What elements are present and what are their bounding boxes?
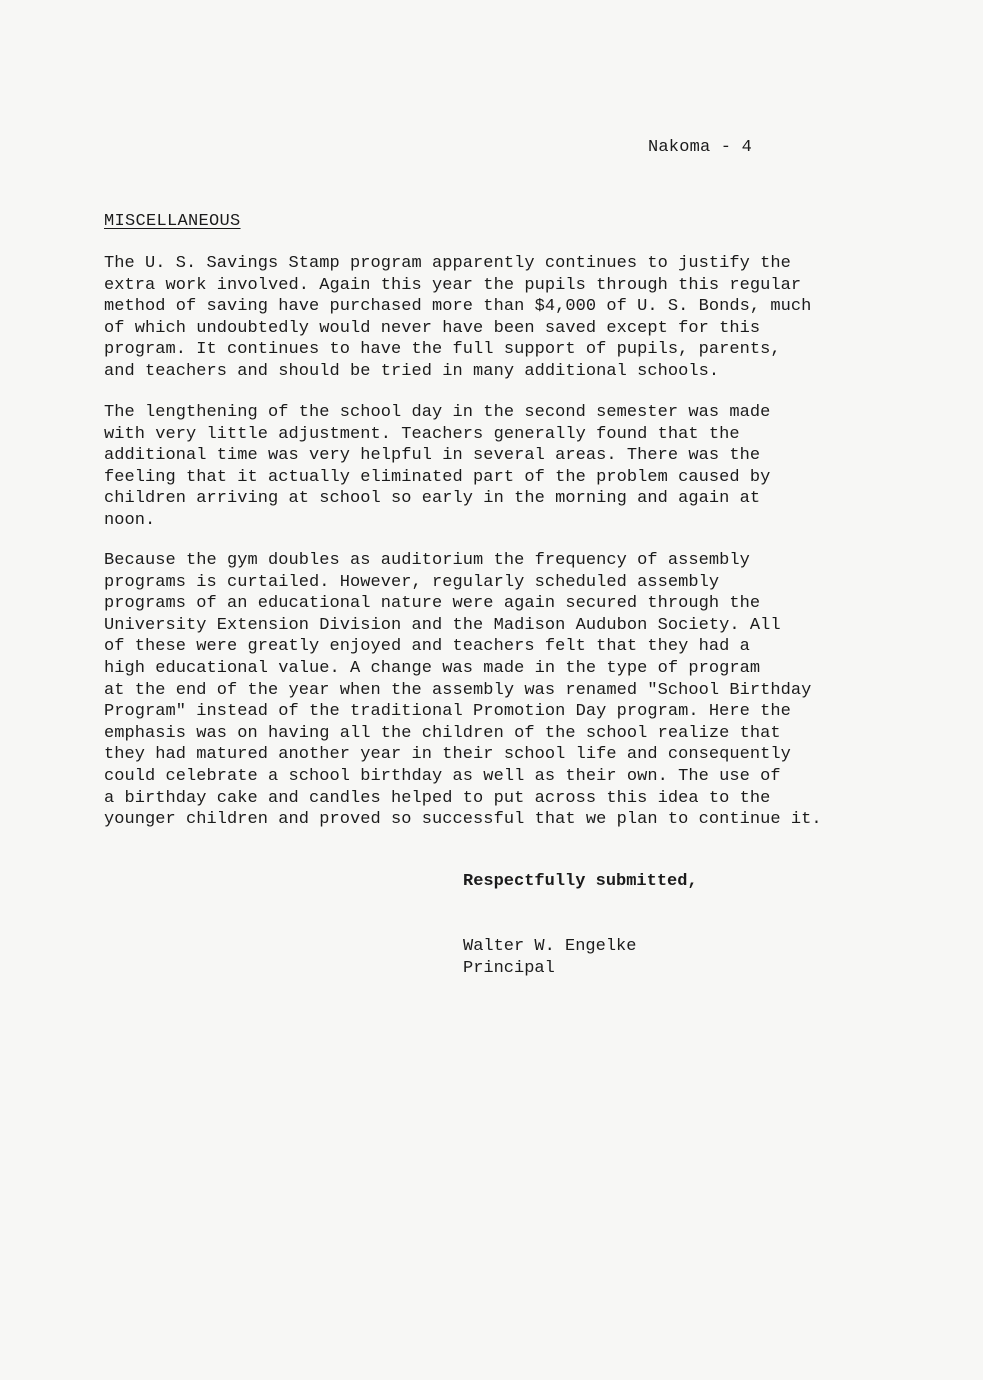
closing-line: Respectfully submitted, xyxy=(463,872,698,891)
paragraph-line: younger children and proved so successful that we plan to continue it. xyxy=(104,810,822,830)
paragraph-line: method of saving have purchased more than $4,000 of U. S. Bonds, much xyxy=(104,297,812,317)
paragraph-line: extra work involved. Again this year the pupils through this regular xyxy=(104,275,802,295)
paragraph-line: noon. xyxy=(104,510,156,530)
paragraph-line: and teachers and should be tried in many additional schools. xyxy=(104,361,720,381)
paragraph-line: they had matured another year in their school life and consequently xyxy=(104,745,791,765)
page-number-header: Nakoma - 4 xyxy=(648,138,753,157)
signature-block xyxy=(463,936,636,979)
paragraph-line: high educational value. A change was made in the type of program xyxy=(104,658,761,678)
paragraph-savings-stamp xyxy=(104,253,864,383)
paragraph-line: emphasis was on having all the children of the school realize that xyxy=(104,723,781,743)
paragraph-line: programs of an educational nature were again secured through the xyxy=(104,594,761,614)
paragraph-line: at the end of the year when the assembly was renamed "School Birthday xyxy=(104,680,812,700)
paragraph-line: children arriving at school so early in the morning and again at xyxy=(104,489,761,509)
signature-title: Principal xyxy=(463,958,555,978)
paragraph-line: with very little adjustment. Teachers generally found that the xyxy=(104,424,740,444)
paragraph-line: University Extension Division and the Madison Audubon Society. All xyxy=(104,615,781,635)
paragraph-line: Because the gym doubles as auditorium the frequency of assembly xyxy=(104,551,750,570)
paragraph-line: of these were greatly enjoyed and teachers felt that they had a xyxy=(104,637,750,657)
paragraph-line: could celebrate a school birthday as well as their own. The use of xyxy=(104,766,781,786)
paragraph-line: feeling that it actually eliminated part of the problem caused by xyxy=(104,467,771,487)
paragraph-line: of which undoubtedly would never have been saved except for this xyxy=(104,318,761,338)
section-heading: MISCELLANEOUS xyxy=(104,212,241,231)
paragraph-line: The U. S. Savings Stamp program apparently continues to justify the xyxy=(104,254,791,273)
paragraph-line: programs is curtailed. However, regularly scheduled assembly xyxy=(104,572,720,592)
paragraph-line: additional time was very helpful in several areas. There was the xyxy=(104,446,761,466)
paragraph-line: Program" instead of the traditional Promotion Day program. Here the xyxy=(104,702,791,722)
paragraph-assembly-programs xyxy=(104,550,864,831)
paragraph-line: program. It continues to have the full support of pupils, parents, xyxy=(104,340,781,360)
paragraph-line: The lengthening of the school day in the second semester was made xyxy=(104,403,771,422)
signature-name: Walter W. Engelke xyxy=(463,937,637,956)
paragraph-line: a birthday cake and candles helped to put across this idea to the xyxy=(104,788,771,808)
paragraph-school-day xyxy=(104,402,864,532)
